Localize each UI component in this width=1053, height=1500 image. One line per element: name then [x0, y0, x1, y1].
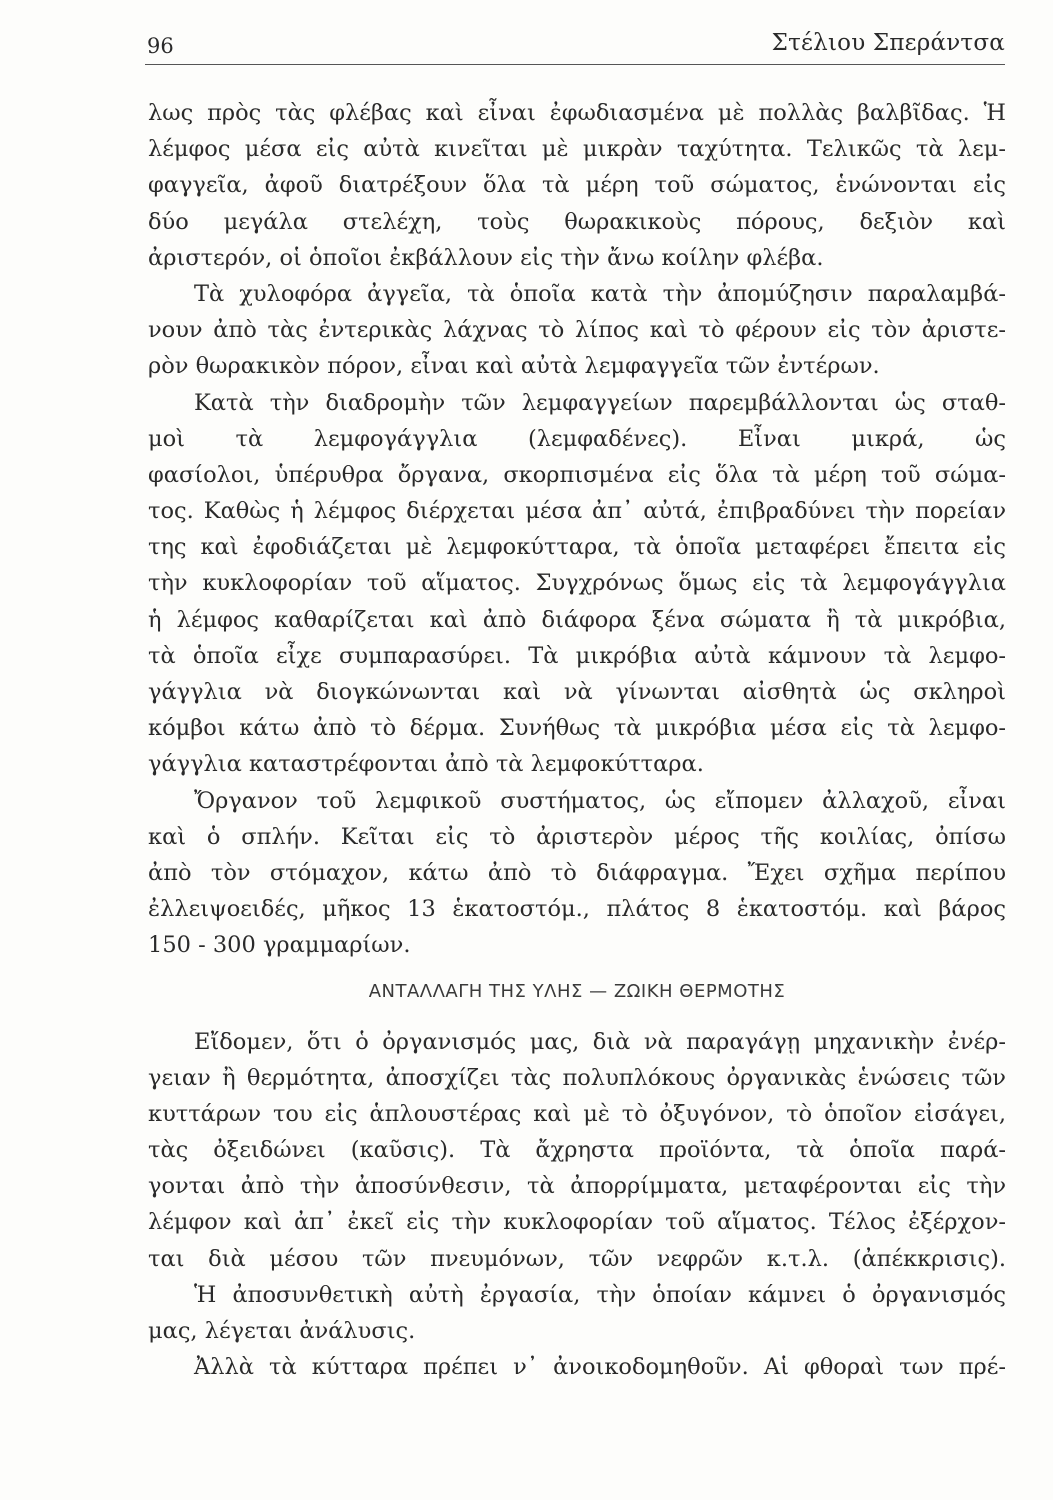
section-heading: ΑΝΤΑΛΛΑΓΗ ΤΗΣ ΥΛΗΣ — ΖΩΙΚΗ ΘΕΡΜΟΤΗΣ	[368, 980, 786, 1002]
text-line: ται διὰ μέσου τῶν πνευμόνων, τῶν νεφρῶν κ.τ.λ. (ἀπέκκρισις).	[148, 1245, 1006, 1272]
text-line: τὰ ὁποῖα εἶχε συμπαρασύρει. Τὰ μικρόβια αὐτὰ κάμνουν τὰ λεμφο-	[148, 642, 1006, 669]
page-number: 96	[147, 34, 174, 58]
text-line: τος. Καθὼς ἡ λέμφος διέρχεται μέσα ἀπ᾽ αὐτά, ἐπιβραδύνει τὴν πορείαν	[148, 498, 1006, 525]
text-line: μας, λέγεται ἀνάλυσις.	[148, 1318, 416, 1344]
text-line: ρὸν θωρακικὸν πόρον, εἶναι καὶ αὐτὰ λεμφαγγεῖα τῶν ἐντέρων.	[148, 353, 880, 380]
text-line: λέμφον καὶ ἀπ᾽ ἐκεῖ εἰς τὴν κυκλοφορίαν τοῦ αἵματος. Τέλος ἐξέρχον-	[148, 1209, 1006, 1236]
text-line: γονται ἀπὸ τὴν ἀποσύνθεσιν, τὰ ἀπορρίμματα, μεταφέρονται εἰς τὴν	[148, 1173, 1006, 1200]
text-line: Εἴδομεν, ὅτι ὁ ὀργανισμός μας, διὰ νὰ παραγάγῃ μηχανικὴν ἐνέρ-	[194, 1028, 1006, 1055]
running-header	[145, 28, 1005, 65]
text-line: φασίολοι, ὑπέρυθρα ὄργανα, σκορπισμένα εἰς ὅλα τὰ μέρη τοῦ σώμα-	[148, 461, 1006, 488]
text-line: δύο μεγάλα στελέχη, τοὺς θωρακικοὺς πόρους, δεξιὸν καὶ	[148, 208, 1006, 235]
text-line: μοὶ τὰ λεμφογάγγλια (λεμφαδένες). Εἶναι μικρά, ὡς	[148, 425, 1006, 452]
text-line: ἡ λέμφος καθαρίζεται καὶ ἀπὸ διάφορα ξένα σώματα ἢ τὰ μικρόβια,	[148, 606, 1006, 633]
text-line: νουν ἀπὸ τὰς ἐντερικὰς λάχνας τὸ λίπος καὶ τὸ φέρουν εἰς τὸν ἀριστε-	[148, 317, 1006, 344]
text-line: ἀριστερόν, οἱ ὁποῖοι ἐκβάλλουν εἰς τὴν ἄνω κοίλην φλέβα.	[148, 244, 824, 271]
text-line: ἐλλειψοειδές, μῆκος 13 ἑκατοστόμ., πλάτος 8 ἑκατοστόμ. καὶ βάρος	[148, 896, 1006, 923]
text-line: γάγγλια καταστρέφονται ἀπὸ τὰ λεμφοκύτταρα.	[148, 751, 704, 778]
text-line: Ἀλλὰ τὰ κύτταρα πρέπει ν᾽ ἀνοικοδομηθοῦν. Αἱ φθοραὶ των πρέ-	[194, 1354, 1006, 1381]
text-line: καὶ ὁ σπλήν. Κεῖται εἰς τὸ ἀριστερὸν μέρος τῆς κοιλίας, ὀπίσω	[148, 823, 1006, 850]
text-line: γειαν ἢ θερμότητα, ἀποσχίζει τὰς πολυπλόκους ὀργανικὰς ἑνώσεις τῶν	[148, 1064, 1006, 1091]
text-line: γάγγλια νὰ διογκώνωνται καὶ νὰ γίνωνται αἰσθητὰ ὡς σκληροὶ	[148, 679, 1006, 705]
text-line: 150 - 300 γραμμαρίων.	[148, 932, 411, 959]
text-line: Τὰ χυλοφόρα ἀγγεῖα, τὰ ὁποῖα κατὰ τὴν ἀπομύζησιν παραλαμβά-	[194, 280, 1006, 307]
text-line: Κατὰ τὴν διαδρομὴν τῶν λεμφαγγείων παρεμβάλλονται ὡς σταθ-	[194, 389, 1006, 416]
text-line: λέμφος μέσα εἰς αὐτὰ κινεῖται μὲ μικρὰν ταχύτητα. Τελικῶς τὰ λεμ-	[148, 136, 1006, 163]
text-line: τὴν κυκλοφορίαν τοῦ αἵματος. Συγχρόνως ὅμως εἰς τὰ λεμφογάγγλια	[148, 570, 1006, 597]
text-line: κυττάρων του εἰς ἁπλουστέρας καὶ μὲ τὸ ὀξυγόνον, τὸ ὁποῖον εἰσάγει,	[148, 1100, 1006, 1127]
text-line: λως πρὸς τὰς φλέβας καὶ εἶναι ἐφωδιασμένα μὲ πολλὰς βαλβῖδας. Ἡ	[148, 100, 1006, 126]
text-line: φαγγεῖα, ἀφοῦ διατρέξουν ὅλα τὰ μέρη τοῦ σώματος, ἑνώνονται εἰς	[148, 172, 1006, 199]
text-line: τὰς ὀξειδώνει (καῦσις). Τὰ ἄχρηστα προϊόντα, τὰ ὁποῖα παρά-	[148, 1137, 1006, 1164]
text-line: Ὄργανον τοῦ λεμφικοῦ συστήματος, ὡς εἴπομεν ἀλλαχοῦ, εἶναι	[194, 787, 1006, 814]
body-text	[148, 95, 1006, 1385]
text-line: της καὶ ἐφοδιάζεται μὲ λεμφοκύτταρα, τὰ ὁποῖα μεταφέρει ἔπειτα εἰς	[148, 534, 1006, 561]
text-line: κόμβοι κάτω ἀπὸ τὸ δέρμα. Συνήθως τὰ μικρόβια μέσα εἰς τὰ λεμφο-	[148, 715, 1006, 742]
text-line: Ἡ ἀποσυνθετικὴ αὐτὴ ἐργασία, τὴν ὁποίαν κάμνει ὁ ὀργανισμός	[194, 1281, 1006, 1308]
text-line: ἀπὸ τὸν στόμαχον, κάτω ἀπὸ τὸ διάφραγμα. Ἔχει σχῆμα περίπου	[148, 859, 1006, 886]
running-title: Στέλιου Σπεράντσα	[771, 30, 1005, 56]
